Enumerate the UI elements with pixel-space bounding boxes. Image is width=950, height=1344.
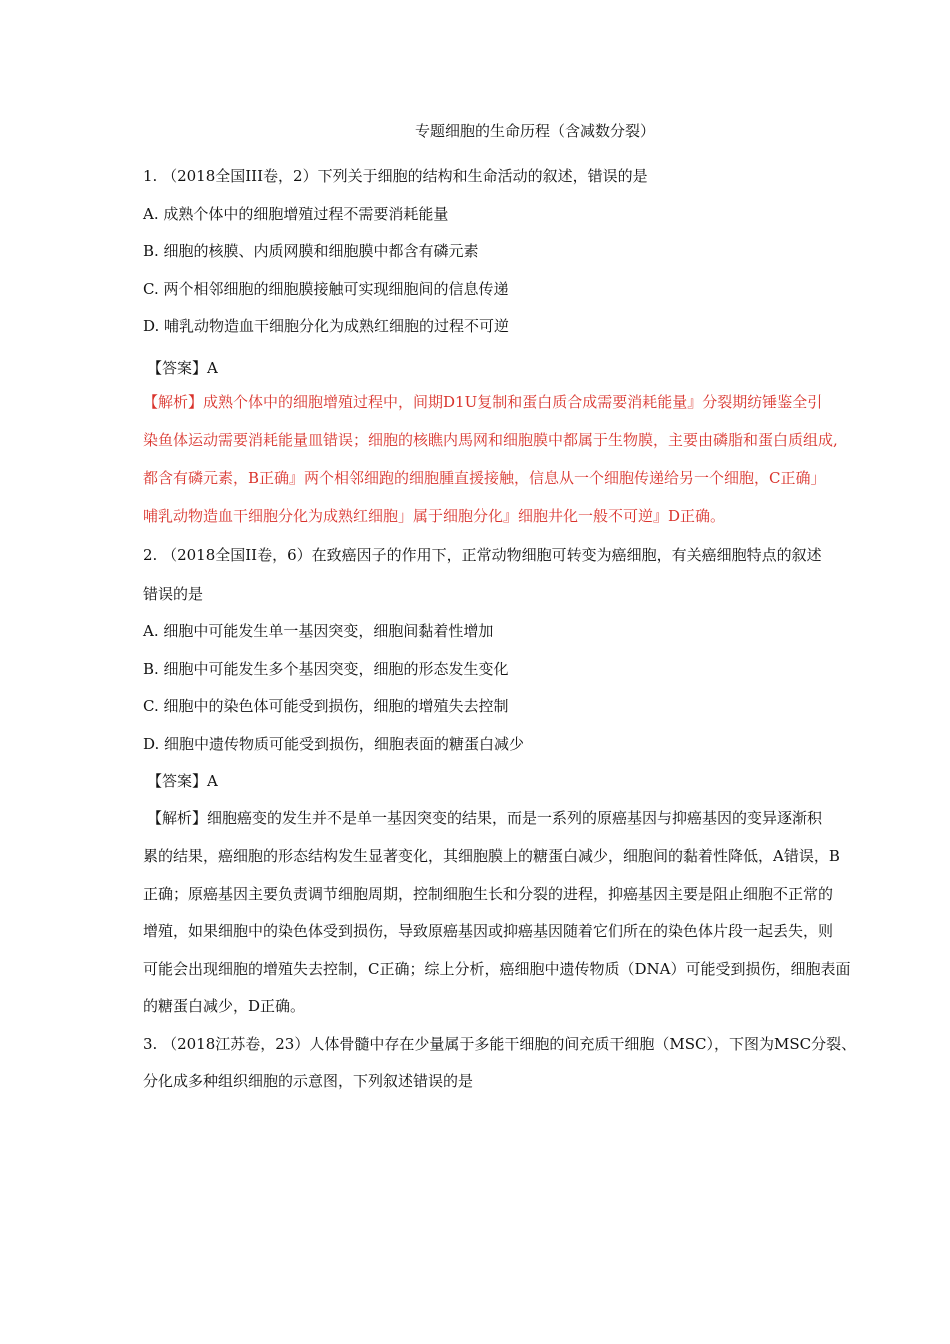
question-3-stem-line: 3. （2018江苏卷，23）人体骨髓中存在少量属于多能干细胞的间充质干细胞（MSC），下图为MSC分裂、: [143, 1035, 857, 1053]
question-2-option-a: A. 细胞中可能发生单一基因突变，细胞间黏着性增加: [143, 622, 494, 640]
question-1-option-a: A. 成熟个体中的细胞增殖过程不需要消耗能量: [143, 205, 449, 223]
question-2-answer: 【答案】A: [147, 772, 218, 790]
question-2-analysis-line: 可能会出现细胞的增殖失去控制，C正确；综上分析，癌细胞中遗传物质（DNA）可能受到损伤，细胞表面: [143, 960, 851, 978]
question-2-stem-line: 2. （2018全国II卷，6）在致癌因子的作用下，正常动物细胞可转变为癌细胞，有关癌细胞特点的叙述: [143, 546, 822, 564]
question-1-option-d: D. 哺乳动物造血干细胞分化为成熟红细胞的过程不可逆: [143, 317, 510, 335]
question-2-analysis-line: 增殖，如果细胞中的染色体受到损伤，导致原癌基因或抑癌基因随着它们所在的染色体片段一起丢失，则: [143, 922, 834, 940]
question-2-analysis-line: 正确；原癌基因主要负责调节细胞周期，控制细胞生长和分裂的进程，抑癌基因主要是阻止细胞不正常的: [143, 885, 834, 903]
question-2-analysis-line: 【解析】细胞癌变的发生并不是单一基因突变的结果，而是一系列的原癌基因与抑癌基因的变异逐渐积: [147, 809, 823, 827]
question-2-stem-line: 错误的是: [143, 585, 204, 603]
question-2-option-d: D. 细胞中遗传物质可能受到损伤，细胞表面的糖蛋白减少: [143, 735, 525, 753]
question-2-analysis-line: 累的结果，癌细胞的形态结构发生显著变化，其细胞膜上的糖蛋白减少，细胞间的黏着性降低，A错误，B: [143, 847, 840, 865]
question-3-stem-line: 分化成多种组织细胞的示意图，下列叙述错误的是: [143, 1072, 474, 1090]
question-2-option-b: B. 细胞中可能发生多个基因突变，细胞的形态发生变化: [143, 660, 509, 678]
question-1-option-b: B. 细胞的核膜、内质网膜和细胞膜中都含有磷元素: [143, 242, 479, 260]
question-2-analysis-line: 的糖蛋白减少，D正确。: [143, 997, 306, 1015]
page-title: 专题细胞的生命历程（含减数分裂）: [414, 122, 655, 140]
question-1-answer: 【答案】A: [147, 359, 218, 377]
question-1-analysis-line: 哺乳动物造血干细胞分化为成熟红细胞」属于细胞分化』细胞井化一般不可逆』D正确。: [143, 507, 726, 525]
question-1-analysis-line: 染鱼体运动需要消耗能量皿错误；细胞的核瞧内馬网和细胞膜中都属于生物膜，主要由磷脂和蛋白质组成,: [143, 431, 838, 449]
question-1-stem: 1. （2018全国III卷，2）下列关于细胞的结构和生命活动的叙述，错误的是: [143, 167, 648, 185]
question-1-analysis-line: 都含有磷元素，B正确』两个相邻细跑的细胞腫直援接触，信息从一个细胞传递给另一个细胞，C正确」: [143, 469, 826, 487]
question-1-option-c: C. 两个相邻细胞的细胞膜接触可实现细胞间的信息传递: [143, 280, 509, 298]
question-1-analysis-line: 【解析】成熟个体中的细胞增殖过程中，间期D1U复制和蛋白质合成需要消耗能量』分裂期纺锤鉴全引: [143, 393, 823, 411]
question-2-option-c: C. 细胞中的染色体可能受到损伤，细胞的增殖失去控制: [143, 697, 509, 715]
